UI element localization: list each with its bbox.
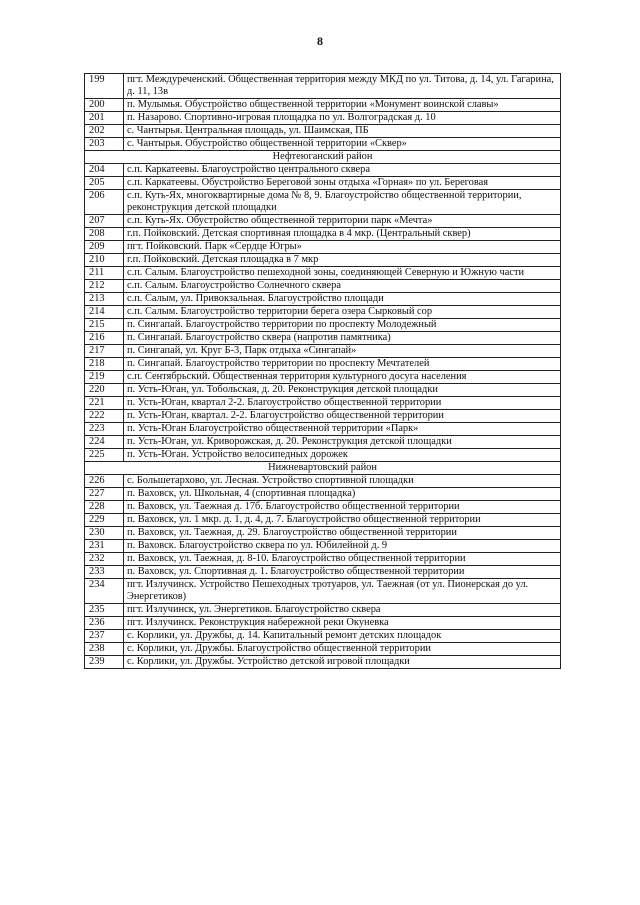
- row-description: п. Усть-Юган, ул. Тобольская, д. 20. Реконструкция детской площадки: [124, 384, 561, 397]
- row-number: 214: [85, 306, 124, 319]
- row-description: пгт. Излучинск, ул. Энергетиков. Благоустройство сквера: [124, 604, 561, 617]
- row-description: п. Ваховск, ул. Таежная, д. 29. Благоустройство общественной территории: [124, 527, 561, 540]
- row-number: 220: [85, 384, 124, 397]
- table-row: [85, 358, 561, 371]
- row-description: п. Мулымья. Обустройство общественной территории «Монумент воинской славы»: [124, 99, 561, 112]
- row-number: 212: [85, 280, 124, 293]
- row-number: 223: [85, 423, 124, 436]
- row-number: 226: [85, 475, 124, 488]
- table-row: [85, 177, 561, 190]
- section-title: Нижневартовский район: [85, 462, 561, 475]
- row-number: 204: [85, 164, 124, 177]
- row-description: с. Корлики, ул. Дружбы. Устройство детской игровой площадки: [124, 656, 561, 669]
- row-number: 221: [85, 397, 124, 410]
- section-title: Нефтеюганский район: [85, 151, 561, 164]
- table-row: [85, 267, 561, 280]
- row-description: п. Ваховск, ул. Таежная д. 17б. Благоустройство общественной территории: [124, 501, 561, 514]
- row-description: п. Ваховск, ул. 1 мкр. д. 1, д. 4, д. 7. Благоустройство общественной территории: [124, 514, 561, 527]
- row-description: с.п. Каркатеевы. Благоустройство центрального сквера: [124, 164, 561, 177]
- table-row: [85, 423, 561, 436]
- table-row: [85, 501, 561, 514]
- table-row: [85, 164, 561, 177]
- row-number: 215: [85, 319, 124, 332]
- row-description: п. Сингапай. Благоустройство территории по проспекту Молодежный: [124, 319, 561, 332]
- row-description: п. Усть-Юган, квартал 2-2. Благоустройство общественной территории: [124, 397, 561, 410]
- row-number: 230: [85, 527, 124, 540]
- row-description: п. Ваховск. Благоустройство сквера по ул. Юбилейной д. 9: [124, 540, 561, 553]
- row-number: 236: [85, 617, 124, 630]
- row-description: с. Большетархово, ул. Лесная. Устройство спортивной площадки: [124, 475, 561, 488]
- row-number: 237: [85, 630, 124, 643]
- row-description: с.п. Салым. Благоустройство территории берега озера Сырковый сор: [124, 306, 561, 319]
- row-description: с. Корлики, ул. Дружбы. Благоустройство общественной территории: [124, 643, 561, 656]
- row-description: п. Усть-Юган, квартал. 2-2. Благоустройство общественной территории: [124, 410, 561, 423]
- table-row: [85, 410, 561, 423]
- table-row: [85, 190, 561, 215]
- table-row: [85, 475, 561, 488]
- table-row: [85, 306, 561, 319]
- row-number: 232: [85, 553, 124, 566]
- table-row: [85, 293, 561, 306]
- section-row: [85, 462, 561, 475]
- row-description: с. Чантырья. Обустройство общественной территории «Сквер»: [124, 138, 561, 151]
- page-number: 8: [317, 34, 323, 48]
- table-row: [85, 241, 561, 254]
- row-number: 218: [85, 358, 124, 371]
- table-row: [85, 319, 561, 332]
- row-description: с.п. Сентябрьский. Общественная территория культурного досуга населения: [124, 371, 561, 384]
- row-number: 211: [85, 267, 124, 280]
- row-description: пгт. Междуреченский. Общественная территория между МКД по ул. Титова, д. 14, ул. Гагарина, д. 11, 13в: [124, 74, 561, 99]
- row-description: п. Усть-Юган. Устройство велосипедных дорожек: [124, 449, 561, 462]
- table-row: [85, 540, 561, 553]
- table-row: [85, 228, 561, 241]
- row-number: 210: [85, 254, 124, 267]
- row-description: п. Сингапай. Благоустройство территории по проспекту Мечтателей: [124, 358, 561, 371]
- table-row: [85, 643, 561, 656]
- table-row: [85, 280, 561, 293]
- row-description: пгт. Излучинск. Устройство Пешеходных тротуаров, ул. Таежная (от ул. Пионерская до ул. Энергетиков): [124, 579, 561, 604]
- table-row: [85, 449, 561, 462]
- row-number: 219: [85, 371, 124, 384]
- table-row: [85, 488, 561, 501]
- table-row: [85, 579, 561, 604]
- row-description: с. Чантырья. Центральная площадь, ул. Шаимская, ПБ: [124, 125, 561, 138]
- row-description: г.п. Пойковский. Детская спортивная площадка в 4 мкр. (Центральный сквер): [124, 228, 561, 241]
- row-description: п. Ваховск, ул. Спортивная д. 1. Благоустройство общественной территории: [124, 566, 561, 579]
- row-number: 206: [85, 190, 124, 215]
- row-number: 217: [85, 345, 124, 358]
- row-number: 225: [85, 449, 124, 462]
- table-row: [85, 527, 561, 540]
- row-description: пгт. Пойковский. Парк «Сердце Югры»: [124, 241, 561, 254]
- row-description: п. Усть-Юган, ул. Криворожская, д. 20. Реконструкция детской площадки: [124, 436, 561, 449]
- row-number: 222: [85, 410, 124, 423]
- row-description: п. Сингапай. Благоустройство сквера (напротив памятника): [124, 332, 561, 345]
- row-description: п. Назарово. Спортивно-игровая площадка по ул. Волгоградская д. 10: [124, 112, 561, 125]
- table-row: [85, 215, 561, 228]
- row-number: 235: [85, 604, 124, 617]
- table-row: [85, 604, 561, 617]
- table-row: [85, 371, 561, 384]
- row-description: п. Ваховск, ул. Таежная, д. 8-10. Благоустройство общественной территории: [124, 553, 561, 566]
- table-row: [85, 436, 561, 449]
- row-description: с.п. Салым, ул. Привокзальная. Благоустройство площади: [124, 293, 561, 306]
- row-description: п. Усть-Юган Благоустройство общественной территории «Парк»: [124, 423, 561, 436]
- row-number: 205: [85, 177, 124, 190]
- row-number: 234: [85, 579, 124, 604]
- row-description: пгт. Излучинск. Реконструкция набережной реки Окуневка: [124, 617, 561, 630]
- row-description: с.п. Салым. Благоустройство пешеходной зоны, соединяющей Северную и Южную части: [124, 267, 561, 280]
- table-row: [85, 384, 561, 397]
- row-number: 239: [85, 656, 124, 669]
- table-row: [85, 74, 561, 99]
- row-number: 216: [85, 332, 124, 345]
- row-number: 200: [85, 99, 124, 112]
- row-number: 203: [85, 138, 124, 151]
- row-number: 208: [85, 228, 124, 241]
- row-description: с.п. Салым. Благоустройство Солнечного сквера: [124, 280, 561, 293]
- row-number: 227: [85, 488, 124, 501]
- table-row: [85, 630, 561, 643]
- table-row: [85, 254, 561, 267]
- table-row: [85, 566, 561, 579]
- row-description: с.п. Куть-Ях, многоквартирные дома № 8, 9. Благоустройство общественной территории, реконструкция детской площадки: [124, 190, 561, 215]
- row-number: 207: [85, 215, 124, 228]
- table-row: [85, 617, 561, 630]
- section-row: [85, 151, 561, 164]
- table-row: [85, 99, 561, 112]
- table-row: [85, 656, 561, 669]
- row-description: с.п. Куть-Ях. Обустройство общественной территории парк «Мечта»: [124, 215, 561, 228]
- row-number: 199: [85, 74, 124, 99]
- row-description: с. Корлики, ул. Дружбы, д. 14. Капитальный ремонт детских площадок: [124, 630, 561, 643]
- table-row: [85, 138, 561, 151]
- row-number: 209: [85, 241, 124, 254]
- table-row: [85, 345, 561, 358]
- row-description: п. Сингапай, ул. Круг Б-3, Парк отдыха «Сингапай»: [124, 345, 561, 358]
- row-number: 224: [85, 436, 124, 449]
- row-number: 229: [85, 514, 124, 527]
- row-number: 238: [85, 643, 124, 656]
- row-description: п. Ваховск, ул. Школьная, 4 (спортивная площадка): [124, 488, 561, 501]
- table-row: [85, 332, 561, 345]
- table-row: [85, 553, 561, 566]
- row-number: 233: [85, 566, 124, 579]
- row-number: 202: [85, 125, 124, 138]
- table-row: [85, 514, 561, 527]
- row-number: 228: [85, 501, 124, 514]
- row-number: 231: [85, 540, 124, 553]
- row-description: г.п. Пойковский. Детская площадка в 7 мкр: [124, 254, 561, 267]
- row-description: с.п. Каркатеевы. Обустройство Береговой зоны отдыха «Горная» по ул. Береговая: [124, 177, 561, 190]
- table-row: [85, 397, 561, 410]
- table-row: [85, 112, 561, 125]
- projects-table: [84, 73, 561, 669]
- row-number: 213: [85, 293, 124, 306]
- table-row: [85, 125, 561, 138]
- projects-table-body: [85, 74, 561, 669]
- row-number: 201: [85, 112, 124, 125]
